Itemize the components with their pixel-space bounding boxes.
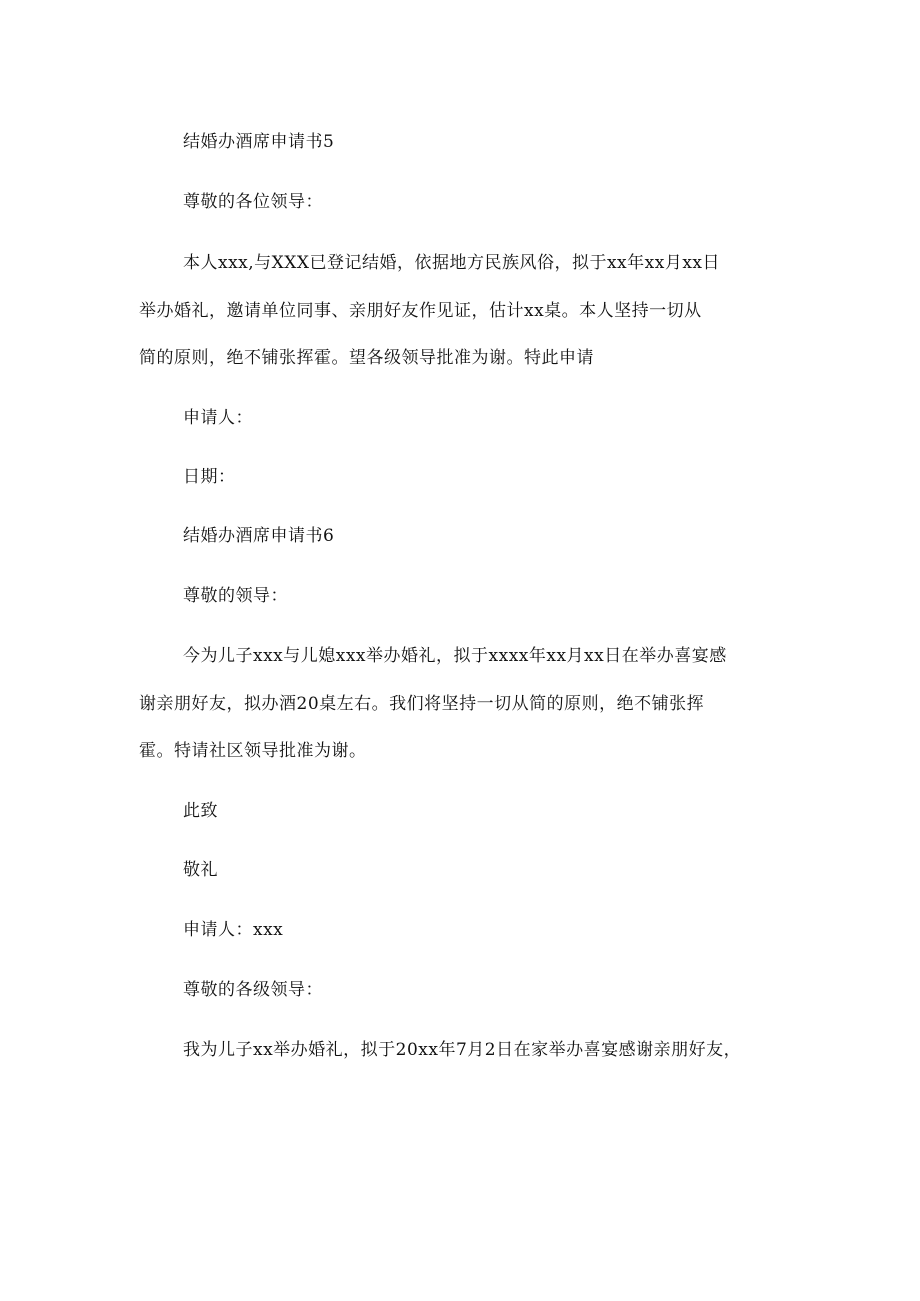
body-line-7-1: 我为儿子xx举办婚礼，拟于20xx年7月2日在家举办喜宴感谢亲朋好友，: [183, 1040, 742, 1060]
heading-letter-6: 结婚办酒席申请书6: [183, 526, 335, 546]
heading-letter-5: 结婚办酒席申请书5: [183, 132, 335, 152]
body-line-6-3: 霍。特请社区领导批准为谢。: [139, 741, 367, 761]
body-line-6-2: 谢亲朋好友，拟办酒20桌左右。我们将坚持一切从简的原则，绝不铺张挥: [139, 694, 705, 714]
body-line-6-1: 今为儿子xxx与儿媳xxx举办婚礼，拟于xxxx年xx月xx日在举办喜宴感: [183, 646, 727, 666]
closing-line-1: 此致: [183, 801, 218, 821]
salutation-letter-7: 尊敬的各级领导：: [183, 980, 323, 1000]
applicant-letter-6: 申请人：xxx: [183, 920, 284, 940]
date-letter-5: 日期：: [183, 467, 236, 487]
body-line-5-1: 本人xxx,与XXX已登记结婚，依据地方民族风俗，拟于xx年xx月xx日: [183, 253, 720, 273]
salutation-letter-6: 尊敬的领导：: [183, 586, 288, 606]
body-line-5-3: 简的原则，绝不铺张挥霍。望各级领导批准为谢。特此申请: [139, 348, 594, 368]
applicant-letter-5: 申请人：: [183, 408, 253, 428]
closing-line-2: 敬礼: [183, 860, 218, 880]
body-line-5-2: 举办婚礼，邀请单位同事、亲朋好友作见证，估计xx桌。本人坚持一切从: [139, 301, 702, 321]
salutation-letter-5: 尊敬的各位领导：: [183, 192, 323, 212]
